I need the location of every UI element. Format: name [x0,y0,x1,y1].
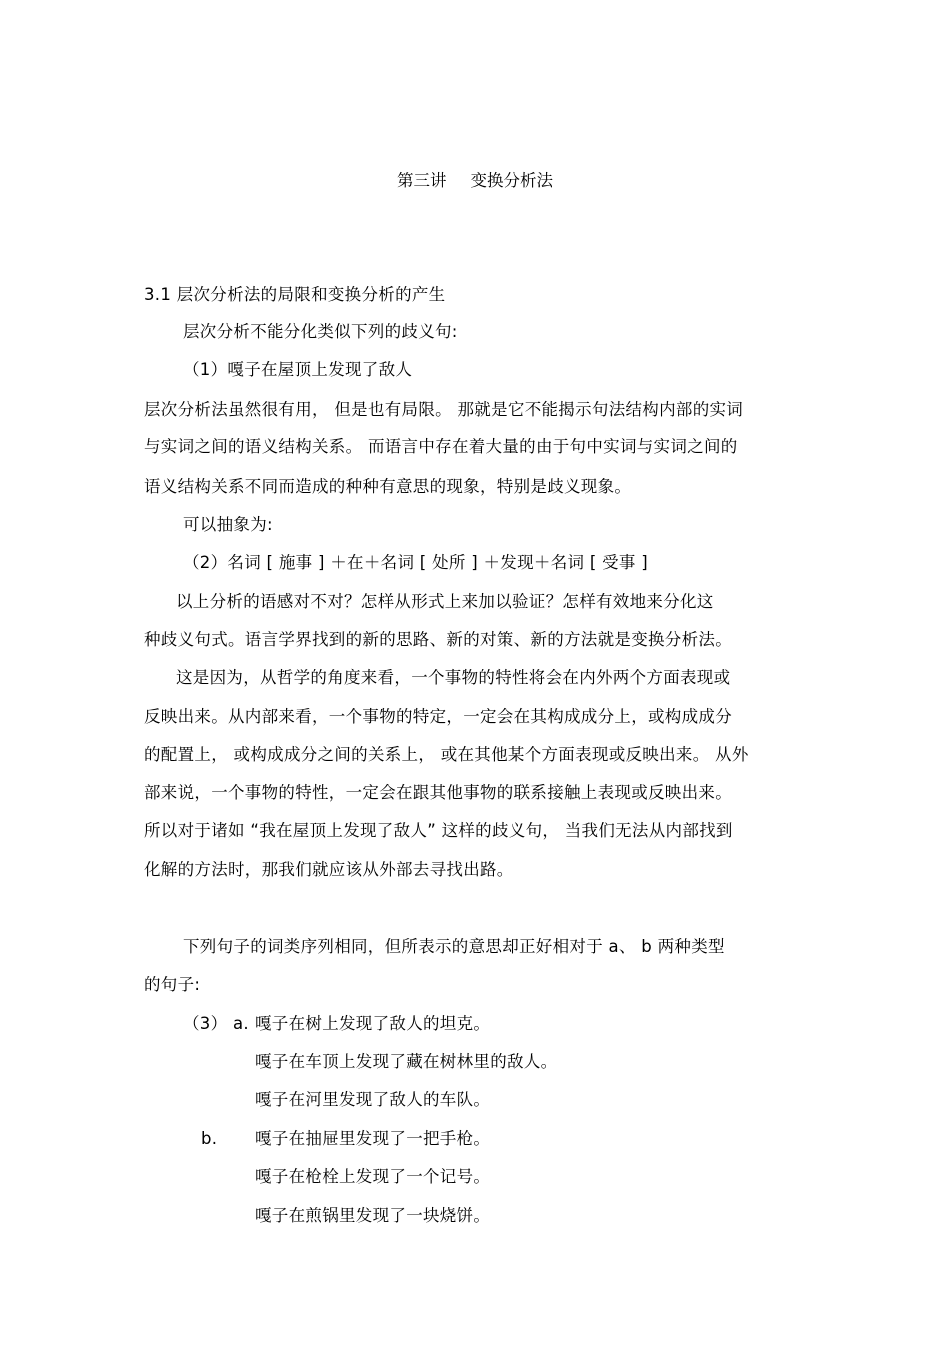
paragraph-line: 种歧义句式。语言学界找到的新的思路、新的对策、新的方法就是变换分析法。 [144,630,732,649]
title-lecture-number: 第三讲 [397,171,447,190]
section-heading: 3.1 层次分析法的局限和变换分析的产生 [144,285,446,304]
paragraph-line: 语义结构关系不同而造成的种种有意思的现象，特别是歧义现象。 [144,477,632,496]
paragraph-line: 化解的方法时，那我们就应该从外部去寻找出路。 [144,860,514,879]
example-3b-item: 嘎子在煎锅里发现了一块烧饼。 [255,1206,491,1225]
example-3-label-a: （3） a. [183,1014,249,1033]
example-3a-item: 嘎子在车顶上发现了藏在树林里的敌人。 [255,1052,558,1071]
paragraph-line: 与实词之间的语义结构关系。 而语言中存在着大量的由于句中实词与实词之间的 [144,437,738,456]
paragraph-line: 部来说，一个事物的特性，一定会在跟其他事物的联系接触上表现或反映出来。 [144,783,732,802]
example-3-label-b: b. [201,1129,218,1148]
paragraph-line: 可以抽象为: [183,515,273,534]
paragraph-line: 这是因为，从哲学的角度来看，一个事物的特性将会在内外两个方面表现或 [176,668,731,687]
paragraph-line: 层次分析不能分化类似下列的歧义句: [183,322,458,341]
page-title [0,170,950,192]
paragraph-line: 以上分析的语感对不对？怎样从形式上来加以验证？怎样有效地来分化这 [176,592,714,611]
paragraph-line: 的配置上， 或构成成分之间的关系上， 或在其他某个方面表现或反映出来。 从外 [144,745,749,764]
paragraph-line: 的句子: [144,975,201,994]
example-2: （2）名词 [ 施事 ] ＋在＋名词 [ 处所 ] ＋发现＋名词 [ 受事 ] [183,553,649,572]
title-lecture-topic: 变换分析法 [470,171,553,190]
example-1: （1）嘎子在屋顶上发现了敌人 [183,360,413,379]
paragraph-line: 反映出来。从内部来看，一个事物的特定，一定会在其构成成分上，或构成成分 [144,707,732,726]
paragraph-line: 所以对于诸如 “我在屋顶上发现了敌人” 这样的歧义句， 当我们无法从内部找到 [144,821,733,840]
example-3a-item: 嘎子在河里发现了敌人的车队。 [255,1090,491,1109]
paragraph-line: 下列句子的词类序列相同，但所表示的意思却正好相对于 a、 b 两种类型 [183,937,725,956]
example-3b-item: 嘎子在抽屉里发现了一把手枪。 [255,1129,491,1148]
example-3b-item: 嘎子在枪栓上发现了一个记号。 [255,1167,491,1186]
paragraph-line: 层次分析法虽然很有用， 但是也有局限。 那就是它不能揭示句法结构内部的实词 [144,400,744,419]
example-3a-item: 嘎子在树上发现了敌人的坦克。 [255,1014,491,1033]
